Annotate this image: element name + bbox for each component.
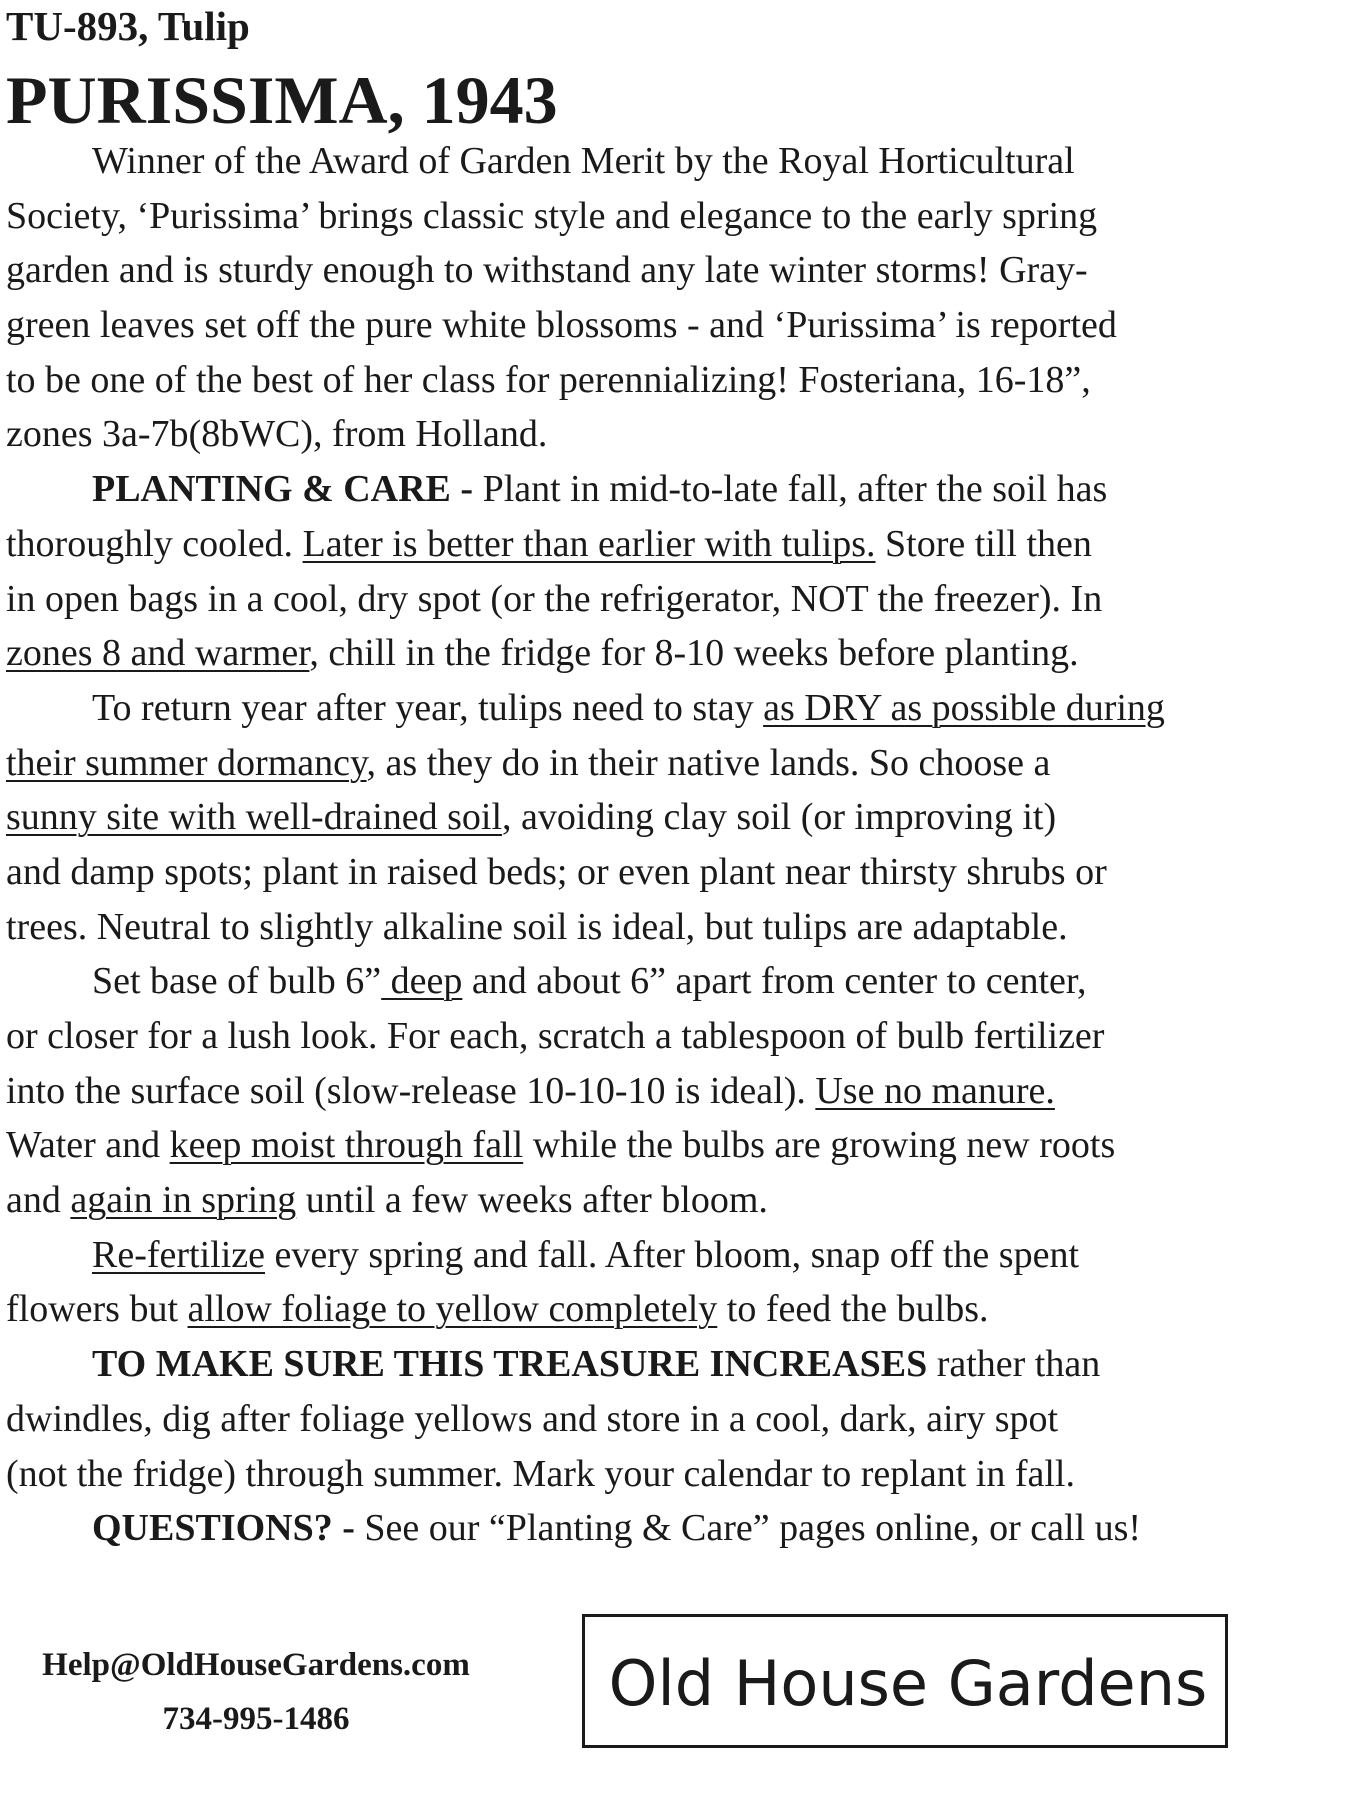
brand-logo bbox=[582, 1614, 1228, 1748]
emphasis-text: zones 8 and warmer bbox=[6, 632, 310, 675]
emphasis-text: Use no manure. bbox=[815, 1069, 1055, 1112]
contact-info bbox=[6, 1638, 506, 1746]
description-line: Society, ‘Purissima’ brings classic style and elegance to the early spring bbox=[6, 194, 1098, 237]
logo-wordmark bbox=[585, 1617, 1231, 1751]
dry-line: trees. Neutral to slightly alkaline soil is ideal, but tulips are adaptable. bbox=[6, 905, 1068, 948]
emphasis-text: as DRY as possible during bbox=[763, 686, 1165, 729]
depth-line: Set base of bulb 6” deep and about 6” apart from center to center, bbox=[92, 960, 1087, 1003]
treasure-heading: TO MAKE SURE THIS TREASURE INCREASES bbox=[92, 1343, 928, 1386]
emphasis-text: sunny site with well-drained soil bbox=[6, 796, 503, 839]
depth-line: into the surface soil (slow-release 10-10-10 is ideal). Use no manure. bbox=[6, 1069, 1055, 1112]
planting-line: zones 8 and warmer, chill in the fridge for 8-10 weeks before planting. bbox=[6, 632, 1079, 675]
planting-line: thoroughly cooled. Later is better than earlier with tulips. Store till then bbox=[6, 522, 1092, 565]
refertilize-line: flowers but allow foliage to yellow completely to feed the bulbs. bbox=[6, 1288, 989, 1331]
contact-email[interactable]: Help@OldHouseGardens.com bbox=[42, 1647, 470, 1683]
emphasis-text: keep moist through fall bbox=[169, 1124, 524, 1167]
depth-line: or closer for a lush look. For each, scratch a tablespoon of bulb fertilizer bbox=[6, 1015, 1105, 1057]
care-instructions bbox=[6, 134, 1306, 1556]
planting-line: PLANTING & CARE - Plant in mid-to-late fall, after the soil has bbox=[92, 468, 1108, 511]
emphasis-text: allow foliage to yellow completely bbox=[187, 1288, 718, 1331]
planting-line: in open bags in a cool, dry spot (or the refrigerator, NOT the freezer). In bbox=[6, 577, 1103, 620]
dry-line: and damp spots; plant in raised beds; or even plant near thirsty shrubs or bbox=[6, 850, 1107, 893]
emphasis-text: Later is better than earlier with tulips. bbox=[302, 522, 876, 565]
treasure-line: TO MAKE SURE THIS TREASURE INCREASES rather than bbox=[92, 1343, 1101, 1386]
description-line: green leaves set off the pure white blossoms - and ‘Purissima’ is reported bbox=[6, 304, 1117, 347]
emphasis-text: deep bbox=[381, 960, 463, 1003]
logo-text: Old House Gardens bbox=[608, 1647, 1208, 1720]
emphasis-text: again in spring bbox=[70, 1179, 297, 1222]
dry-line: sunny site with well-drained soil, avoiding clay soil (or improving it) bbox=[6, 796, 1057, 839]
dry-line: their summer dormancy, as they do in their native lands. So choose a bbox=[6, 741, 1051, 784]
description-line: Winner of the Award of Garden Merit by the Royal Horticultural bbox=[92, 140, 1075, 182]
depth-line: Water and keep moist through fall while the bulbs are growing new roots bbox=[6, 1124, 1116, 1167]
description-line: garden and is sturdy enough to withstand any late winter storms! Gray- bbox=[6, 249, 1088, 292]
page-title: PURISSIMA, 1943 bbox=[6, 62, 558, 138]
dry-line: To return year after year, tulips need to stay as DRY as possible during bbox=[92, 686, 1165, 729]
emphasis-text: Re-fertilize bbox=[92, 1233, 266, 1276]
questions-line: QUESTIONS? - See our “Planting & Care” pages online, or call us! bbox=[92, 1507, 1142, 1550]
contact-phone: 734-995-1486 bbox=[162, 1701, 350, 1737]
treasure-line: (not the fridge) through summer. Mark your calendar to replant in fall. bbox=[6, 1452, 1075, 1495]
description-line: zones 3a-7b(8bWC), from Holland. bbox=[6, 413, 548, 456]
refertilize-line: Re-fertilize every spring and fall. After bloom, snap off the spent bbox=[92, 1233, 1080, 1276]
emphasis-text: their summer dormancy bbox=[6, 741, 367, 784]
depth-line: and again in spring until a few weeks after bloom. bbox=[6, 1179, 768, 1222]
description-line: to be one of the best of her class for perennializing! Fosteriana, 16-18”, bbox=[6, 358, 1091, 401]
questions-heading: QUESTIONS? - bbox=[92, 1507, 355, 1550]
product-code: TU-893, Tulip bbox=[6, 3, 250, 49]
planting-heading: PLANTING & CARE - bbox=[92, 468, 474, 511]
treasure-line: dwindles, dig after foliage yellows and store in a cool, dark, airy spot bbox=[6, 1397, 1059, 1440]
